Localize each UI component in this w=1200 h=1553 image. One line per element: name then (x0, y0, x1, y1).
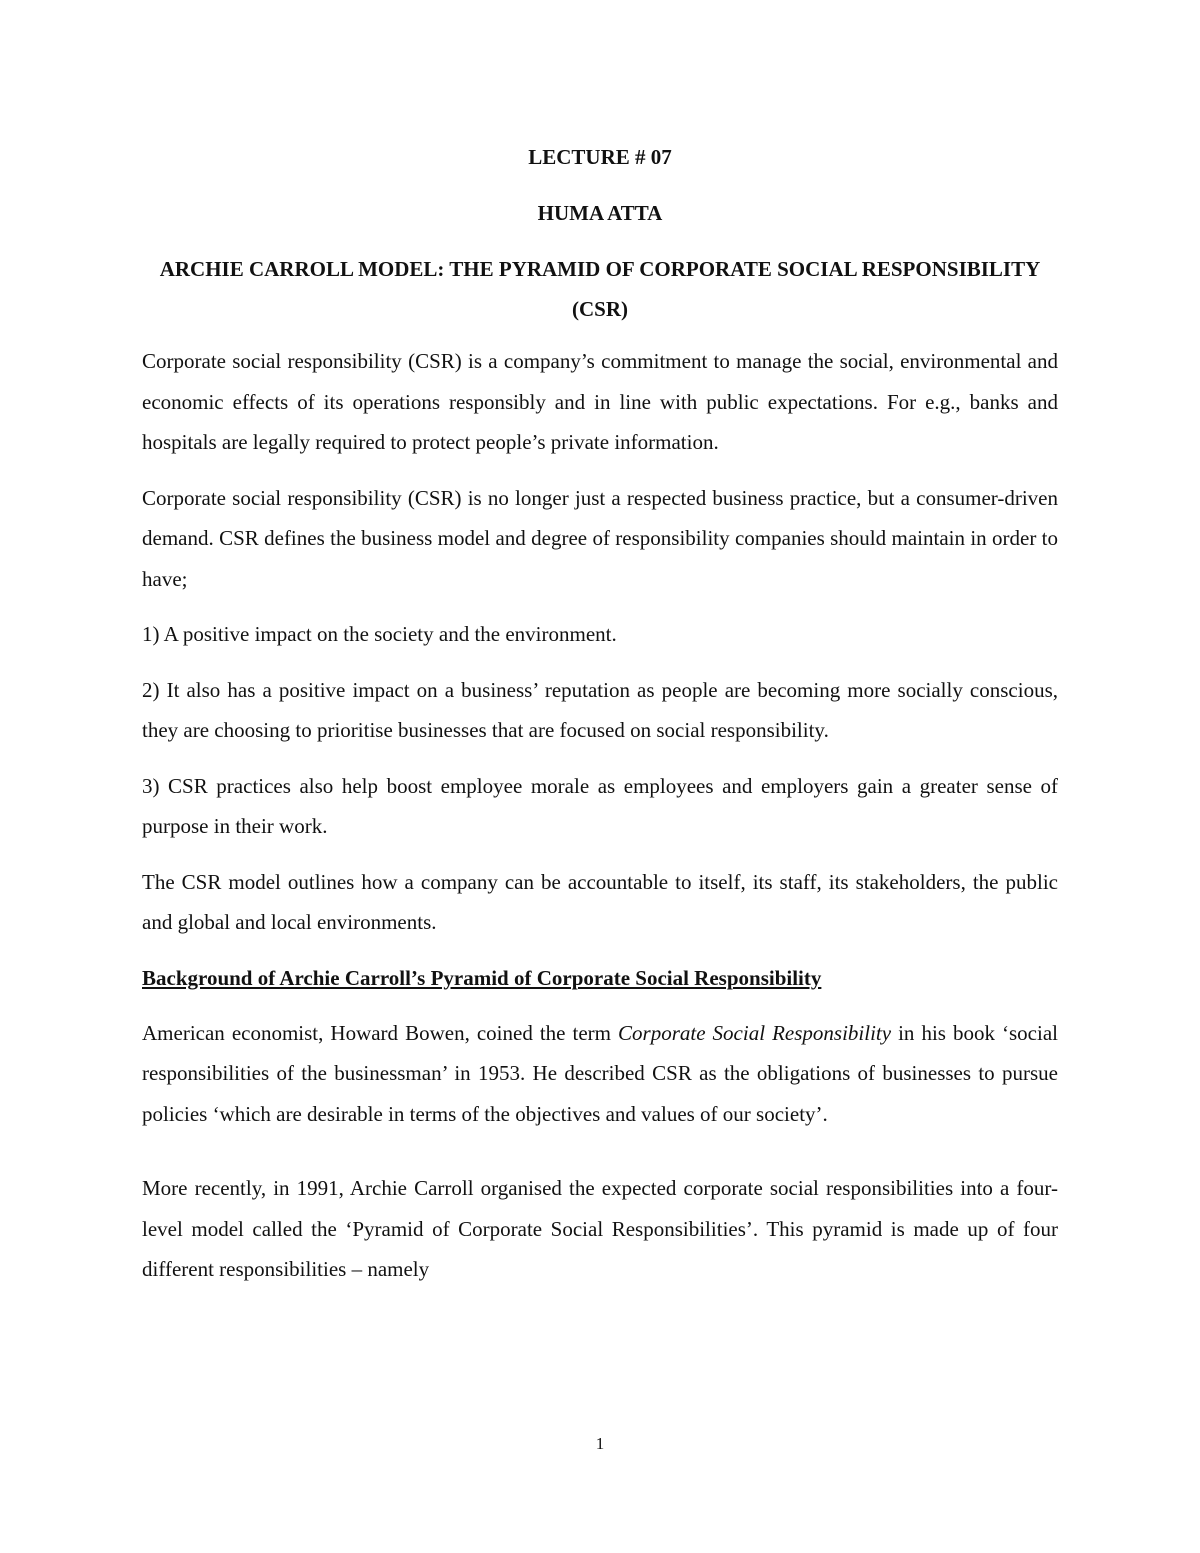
page-content (142, 137, 1058, 1305)
list-item-3: 3) CSR practices also help boost employee morale as employees and employers gain a greater sense of purpose in their work. (142, 773, 1058, 838)
paragraph-carroll: More recently, in 1991, Archie Carroll organised the expected corporate social responsibilities into a four-level model called the ‘Pyramid of Corporate Social Responsibilities’. This pyramid is made up of four different responsibilities – namely (142, 1176, 1058, 1281)
lecture-number: LECTURE # 07 (528, 145, 672, 169)
bowen-text-end: in his book ‘social responsibilities of the businessman’ in 1953. He described CSR as the obligations of businesses to pursue policies ‘which are desirable in terms of the objectives and values of our society’. (142, 1020, 1058, 1126)
list-item-1: 1) A positive impact on the society and the environment. (142, 622, 617, 646)
page-number: 1 (595, 1434, 605, 1453)
paragraph-csr-definition: Corporate social responsibility (CSR) is a company’s commitment to manage the social, environmental and economic effects of its operations responsibly and in line with public expectations. For e.g., banks and hospitals are legally required to protect people’s private information. (142, 349, 1058, 454)
document-title: ARCHIE CARROLL MODEL: THE PYRAMID OF CORPORATE SOCIAL RESPONSIBILITY (CSR) (159, 257, 1041, 321)
paragraph-bowen (142, 1013, 1058, 1135)
bowen-italic-term: Corporate Social Responsibility (618, 1020, 892, 1045)
author-name: HUMA ATTA (537, 201, 663, 225)
section-heading-background: Background of Archie Carroll’s Pyramid of Corporate Social Responsibility (142, 965, 822, 990)
list-item-2: 2) It also has a positive impact on a business’ reputation as people are becoming more socially conscious, they are choosing to prioritise businesses that are focused on social responsibility. (142, 677, 1058, 742)
paragraph-csr-demand: Corporate social responsibility (CSR) is no longer just a respected business practice, but a consumer-driven demand. CSR defines the business model and degree of responsibility companies should maintain in order to have; (142, 485, 1058, 591)
paragraph-csr-model: The CSR model outlines how a company can be accountable to itself, its staff, its stakeholders, the public and global and local environments. (142, 869, 1058, 934)
bowen-text-start: American economist, Howard Bowen, coined the term (142, 1020, 619, 1045)
